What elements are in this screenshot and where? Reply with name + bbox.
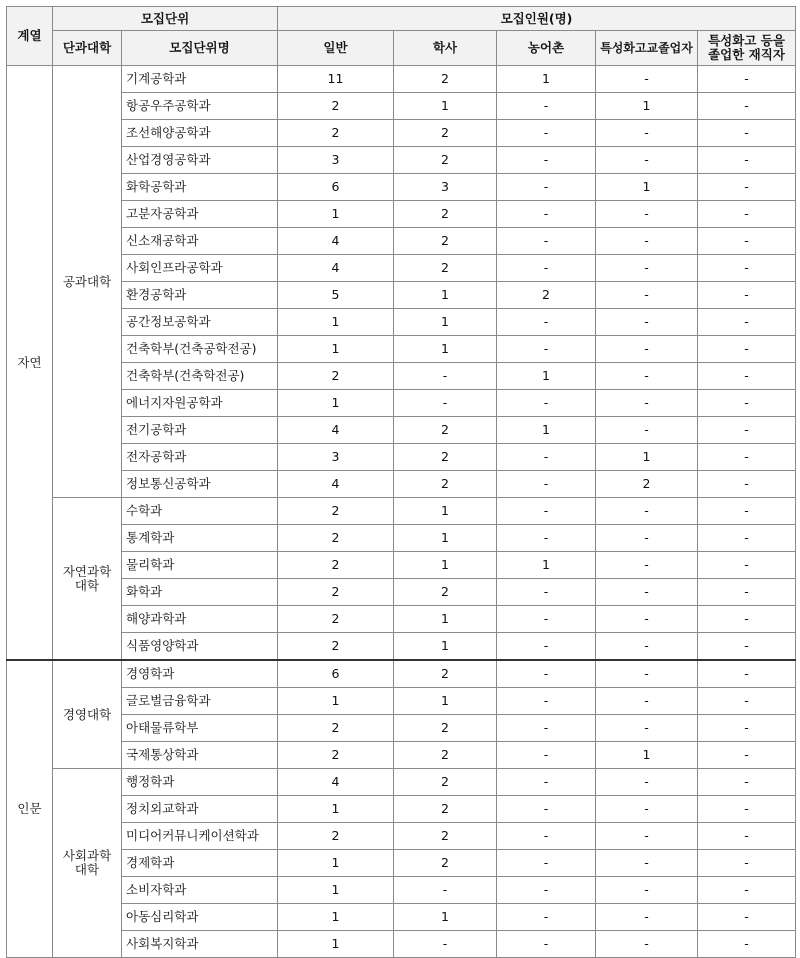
header-college: 단과대학 [53, 31, 122, 66]
rural-cell: - [497, 390, 596, 417]
table-row [7, 201, 796, 228]
specialized-cell: - [596, 931, 698, 958]
worker-cell: - [698, 904, 796, 931]
table-row [7, 931, 796, 958]
bachelor-cell: 2 [394, 850, 497, 877]
bachelor-cell: 1 [394, 309, 497, 336]
unit-name-cell: 국제통상학과 [122, 742, 278, 769]
bachelor-cell: 1 [394, 525, 497, 552]
rural-cell: - [497, 850, 596, 877]
general-cell: 2 [278, 579, 394, 606]
specialized-cell: - [596, 579, 698, 606]
rural-cell: - [497, 742, 596, 769]
table-row [7, 309, 796, 336]
college-cell [53, 769, 122, 958]
worker-cell: - [698, 120, 796, 147]
rural-cell: - [497, 769, 596, 796]
rural-cell: - [497, 228, 596, 255]
worker-cell: - [698, 931, 796, 958]
unit-name-cell: 글로벌금융학과 [122, 688, 278, 715]
unit-name-cell: 사회복지학과 [122, 931, 278, 958]
worker-cell: - [698, 282, 796, 309]
bachelor-cell: 2 [394, 201, 497, 228]
worker-cell: - [698, 336, 796, 363]
specialized-cell: - [596, 417, 698, 444]
specialized-cell: - [596, 715, 698, 742]
unit-name-cell: 사회인프라공학과 [122, 255, 278, 282]
rural-cell: - [497, 877, 596, 904]
specialized-cell: 1 [596, 93, 698, 120]
bachelor-cell: 2 [394, 471, 497, 498]
worker-cell: - [698, 390, 796, 417]
specialized-cell: - [596, 877, 698, 904]
rural-cell: 1 [497, 66, 596, 93]
rural-cell: - [497, 174, 596, 201]
header-unit-name: 모집단위명 [122, 31, 278, 66]
unit-name-cell: 건축학부(건축학전공) [122, 363, 278, 390]
header-specialized: 특성화고교졸업자 [596, 31, 698, 66]
worker-cell: - [698, 633, 796, 661]
rural-cell: - [497, 471, 596, 498]
worker-cell: - [698, 444, 796, 471]
rural-cell: - [497, 147, 596, 174]
worker-cell: - [698, 309, 796, 336]
college-name-line: 사회과학 [62, 848, 112, 863]
general-cell: 5 [278, 282, 394, 309]
bachelor-cell: - [394, 363, 497, 390]
worker-cell: - [698, 498, 796, 525]
unit-name-cell: 전자공학과 [122, 444, 278, 471]
rural-cell: 1 [497, 552, 596, 579]
bachelor-cell: 1 [394, 282, 497, 309]
bachelor-cell: 2 [394, 66, 497, 93]
worker-cell: - [698, 228, 796, 255]
unit-name-cell: 전기공학과 [122, 417, 278, 444]
table-row [7, 390, 796, 417]
bachelor-cell: - [394, 931, 497, 958]
bachelor-cell: 2 [394, 417, 497, 444]
specialized-cell: - [596, 552, 698, 579]
worker-cell: - [698, 823, 796, 850]
unit-name-cell: 아동심리학과 [122, 904, 278, 931]
bachelor-cell: 1 [394, 552, 497, 579]
worker-cell: - [698, 66, 796, 93]
header-rural: 농어촌 [497, 31, 596, 66]
general-cell: 1 [278, 931, 394, 958]
specialized-cell: - [596, 228, 698, 255]
worker-cell: - [698, 255, 796, 282]
general-cell: 2 [278, 633, 394, 661]
unit-name-cell: 식품영양학과 [122, 633, 278, 661]
general-cell: 2 [278, 93, 394, 120]
rural-cell: - [497, 931, 596, 958]
table-row [7, 228, 796, 255]
specialized-cell: - [596, 201, 698, 228]
unit-name-cell: 아태물류학부 [122, 715, 278, 742]
rural-cell: - [497, 633, 596, 661]
bachelor-cell: 2 [394, 715, 497, 742]
rural-cell: - [497, 255, 596, 282]
general-cell: 2 [278, 552, 394, 579]
bachelor-cell: 1 [394, 688, 497, 715]
unit-name-cell: 고분자공학과 [122, 201, 278, 228]
general-cell: 1 [278, 688, 394, 715]
bachelor-cell: 2 [394, 147, 497, 174]
header-worker-line2: 졸업한 재직자 [708, 47, 785, 62]
unit-name-cell: 산업경영공학과 [122, 147, 278, 174]
specialized-cell: - [596, 660, 698, 688]
table-row [7, 552, 796, 579]
worker-cell: - [698, 796, 796, 823]
rural-cell: - [497, 823, 596, 850]
general-cell: 1 [278, 309, 394, 336]
general-cell: 1 [278, 796, 394, 823]
rural-cell: - [497, 715, 596, 742]
specialized-cell: 1 [596, 742, 698, 769]
specialized-cell: - [596, 147, 698, 174]
specialized-cell: - [596, 336, 698, 363]
general-cell: 4 [278, 417, 394, 444]
table-row [7, 525, 796, 552]
specialized-cell: - [596, 688, 698, 715]
general-cell: 1 [278, 877, 394, 904]
unit-name-cell: 소비자학과 [122, 877, 278, 904]
worker-cell: - [698, 877, 796, 904]
table-row [7, 606, 796, 633]
worker-cell: - [698, 742, 796, 769]
specialized-cell: - [596, 309, 698, 336]
header-unit-group: 모집단위 [53, 7, 278, 31]
table-row [7, 282, 796, 309]
general-cell: 4 [278, 769, 394, 796]
worker-cell: - [698, 715, 796, 742]
college-name-line: 대학 [74, 577, 100, 593]
rural-cell: - [497, 525, 596, 552]
unit-name-cell: 조선해양공학과 [122, 120, 278, 147]
category-cell: 인문 [7, 660, 53, 958]
general-cell: 1 [278, 904, 394, 931]
table-row [7, 904, 796, 931]
bachelor-cell: 3 [394, 174, 497, 201]
table-row [7, 850, 796, 877]
general-cell: 4 [278, 228, 394, 255]
rural-cell: - [497, 93, 596, 120]
worker-cell: - [698, 552, 796, 579]
general-cell: 6 [278, 660, 394, 688]
rural-cell: - [497, 904, 596, 931]
table-row [7, 498, 796, 525]
bachelor-cell: - [394, 390, 497, 417]
worker-cell: - [698, 417, 796, 444]
general-cell: 2 [278, 606, 394, 633]
rural-cell: - [497, 606, 596, 633]
table-row [7, 147, 796, 174]
worker-cell: - [698, 769, 796, 796]
bachelor-cell: 1 [394, 606, 497, 633]
unit-name-cell: 기계공학과 [122, 66, 278, 93]
table-row [7, 120, 796, 147]
general-cell: 1 [278, 201, 394, 228]
table-row [7, 688, 796, 715]
table-row [7, 769, 796, 796]
table-row [7, 363, 796, 390]
bachelor-cell: 2 [394, 796, 497, 823]
table-row [7, 444, 796, 471]
bachelor-cell: 2 [394, 120, 497, 147]
worker-cell: - [698, 606, 796, 633]
bachelor-cell: 2 [394, 579, 497, 606]
rural-cell: - [497, 336, 596, 363]
worker-cell: - [698, 174, 796, 201]
unit-name-cell: 화학공학과 [122, 174, 278, 201]
worker-cell: - [698, 363, 796, 390]
admission-quota-table [6, 6, 796, 958]
worker-cell: - [698, 850, 796, 877]
general-cell: 2 [278, 363, 394, 390]
rural-cell: - [497, 579, 596, 606]
worker-cell: - [698, 147, 796, 174]
bachelor-cell: 2 [394, 769, 497, 796]
specialized-cell: - [596, 390, 698, 417]
table-row [7, 660, 796, 688]
general-cell: 1 [278, 336, 394, 363]
specialized-cell: 2 [596, 471, 698, 498]
bachelor-cell: 2 [394, 660, 497, 688]
rural-cell: - [497, 498, 596, 525]
header-general: 일반 [278, 31, 394, 66]
unit-name-cell: 화학과 [122, 579, 278, 606]
general-cell: 2 [278, 525, 394, 552]
college-cell [53, 498, 122, 661]
specialized-cell: - [596, 66, 698, 93]
bachelor-cell: 1 [394, 93, 497, 120]
table-row [7, 742, 796, 769]
header-bachelor: 학사 [394, 31, 497, 66]
table-row [7, 796, 796, 823]
rural-cell: 1 [497, 363, 596, 390]
college-name-line: 공과대학 [62, 273, 112, 289]
specialized-cell: - [596, 633, 698, 661]
rural-cell: - [497, 309, 596, 336]
general-cell: 3 [278, 147, 394, 174]
worker-cell: - [698, 688, 796, 715]
bachelor-cell: 1 [394, 336, 497, 363]
table-row [7, 715, 796, 742]
college-name-line: 대학 [74, 862, 100, 877]
specialized-cell: - [596, 120, 698, 147]
bachelor-cell: 1 [394, 498, 497, 525]
specialized-cell: - [596, 850, 698, 877]
table-row [7, 336, 796, 363]
specialized-cell: - [596, 255, 698, 282]
table-row [7, 823, 796, 850]
unit-name-cell: 공간정보공학과 [122, 309, 278, 336]
general-cell: 1 [278, 850, 394, 877]
worker-cell: - [698, 525, 796, 552]
bachelor-cell: 2 [394, 228, 497, 255]
unit-name-cell: 환경공학과 [122, 282, 278, 309]
worker-cell: - [698, 93, 796, 120]
header-worker-line1: 특성화고 등을 [708, 33, 785, 48]
general-cell: 4 [278, 255, 394, 282]
general-cell: 4 [278, 471, 394, 498]
table-row [7, 93, 796, 120]
table-body [7, 66, 796, 958]
bachelor-cell: 1 [394, 904, 497, 931]
unit-name-cell: 신소재공학과 [122, 228, 278, 255]
header-quota-group: 모집인원(명) [278, 7, 796, 31]
bachelor-cell: 2 [394, 255, 497, 282]
bachelor-cell: 2 [394, 823, 497, 850]
specialized-cell: 1 [596, 444, 698, 471]
bachelor-cell: 2 [394, 742, 497, 769]
specialized-cell: - [596, 904, 698, 931]
unit-name-cell: 물리학과 [122, 552, 278, 579]
worker-cell: - [698, 471, 796, 498]
unit-name-cell: 수학과 [122, 498, 278, 525]
rural-cell: - [497, 796, 596, 823]
table-row [7, 66, 796, 93]
specialized-cell: - [596, 498, 698, 525]
general-cell: 6 [278, 174, 394, 201]
college-cell [53, 660, 122, 769]
general-cell: 11 [278, 66, 394, 93]
unit-name-cell: 건축학부(건축공학전공) [122, 336, 278, 363]
unit-name-cell: 행정학과 [122, 769, 278, 796]
general-cell: 2 [278, 742, 394, 769]
unit-name-cell: 정보통신공학과 [122, 471, 278, 498]
bachelor-cell: 1 [394, 633, 497, 661]
table-row [7, 174, 796, 201]
bachelor-cell: - [394, 877, 497, 904]
general-cell: 1 [278, 390, 394, 417]
category-cell: 자연 [7, 66, 53, 661]
rural-cell: - [497, 660, 596, 688]
table-row [7, 255, 796, 282]
header-category: 계열 [7, 7, 53, 66]
specialized-cell: - [596, 769, 698, 796]
unit-name-cell: 경영학과 [122, 660, 278, 688]
college-cell [53, 66, 122, 498]
table-row [7, 417, 796, 444]
specialized-cell: - [596, 606, 698, 633]
specialized-cell: - [596, 363, 698, 390]
general-cell: 2 [278, 715, 394, 742]
specialized-cell: - [596, 796, 698, 823]
header-worker [698, 31, 796, 66]
college-name-line: 자연과학 [62, 563, 112, 579]
general-cell: 3 [278, 444, 394, 471]
specialized-cell: 1 [596, 174, 698, 201]
rural-cell: - [497, 688, 596, 715]
unit-name-cell: 미디어커뮤니케이션학과 [122, 823, 278, 850]
table-row [7, 579, 796, 606]
rural-cell: 1 [497, 417, 596, 444]
unit-name-cell: 정치외교학과 [122, 796, 278, 823]
rural-cell: - [497, 120, 596, 147]
unit-name-cell: 통계학과 [122, 525, 278, 552]
worker-cell: - [698, 660, 796, 688]
specialized-cell: - [596, 823, 698, 850]
rural-cell: - [497, 444, 596, 471]
table-row [7, 633, 796, 661]
specialized-cell: - [596, 282, 698, 309]
unit-name-cell: 항공우주공학과 [122, 93, 278, 120]
general-cell: 2 [278, 823, 394, 850]
unit-name-cell: 해양과학과 [122, 606, 278, 633]
unit-name-cell: 에너지자원공학과 [122, 390, 278, 417]
table-row [7, 471, 796, 498]
general-cell: 2 [278, 498, 394, 525]
college-name-line: 경영대학 [62, 706, 112, 722]
rural-cell: 2 [497, 282, 596, 309]
specialized-cell: - [596, 525, 698, 552]
bachelor-cell: 2 [394, 444, 497, 471]
worker-cell: - [698, 201, 796, 228]
worker-cell: - [698, 579, 796, 606]
unit-name-cell: 경제학과 [122, 850, 278, 877]
table-row [7, 877, 796, 904]
general-cell: 2 [278, 120, 394, 147]
rural-cell: - [497, 201, 596, 228]
